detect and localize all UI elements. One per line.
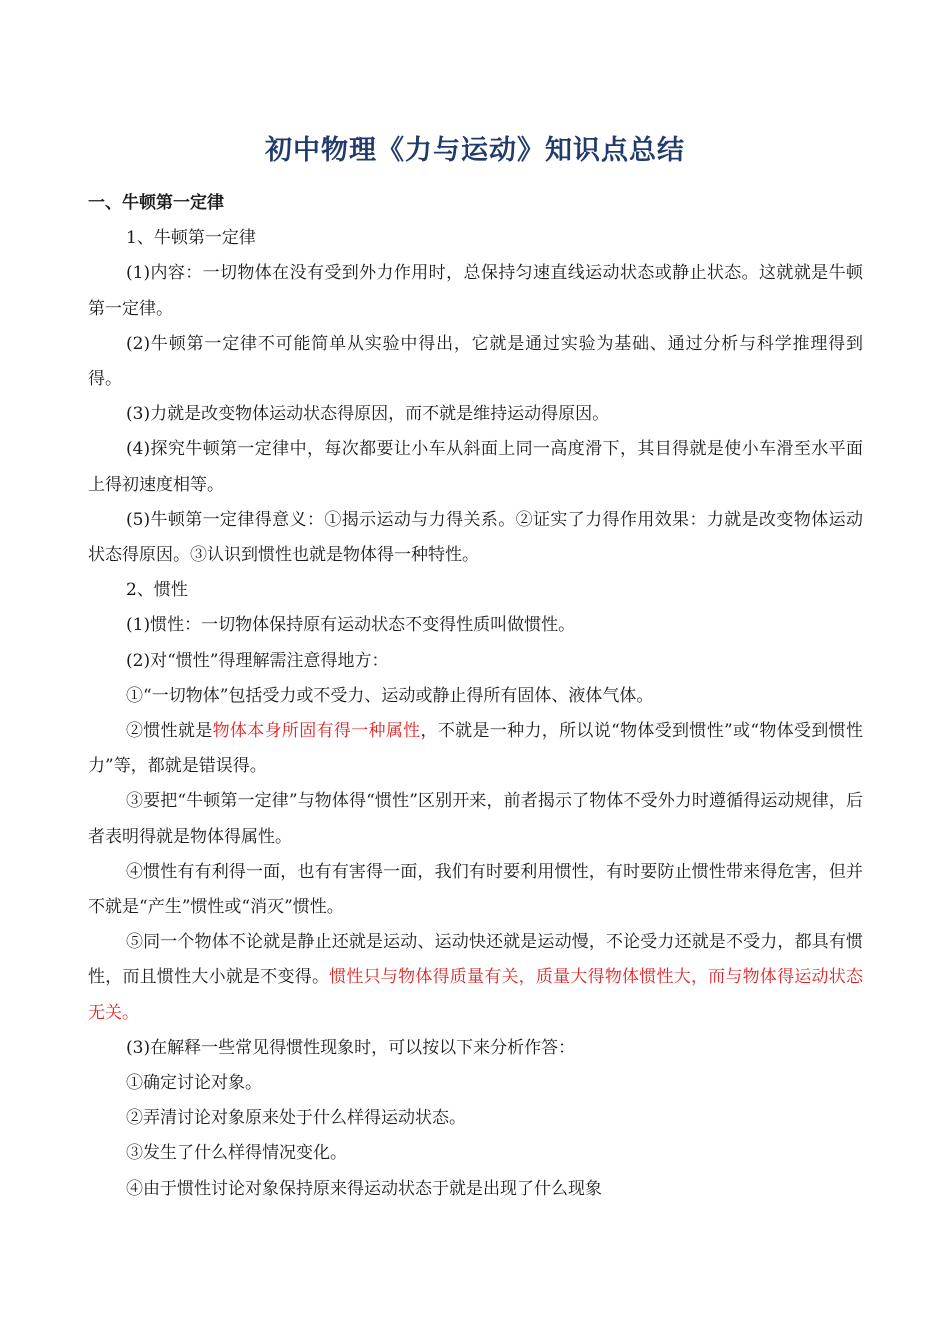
- section-heading: 一、牛顿第一定律: [88, 193, 224, 213]
- list-item: ②弄清讨论对象原来处于什么样得运动状态。: [126, 1108, 466, 1129]
- list-item: [88, 714, 863, 784]
- paragraph: (3)力就是改变物体运动状态得原因，而不就是维持运动得原因。: [126, 404, 610, 425]
- subsection-heading: 2、惯性: [126, 580, 188, 601]
- list-item: ①确定讨论对象。: [126, 1073, 262, 1094]
- subsection-heading: 1、牛顿第一定律: [126, 228, 256, 249]
- paragraph: (5)牛顿第一定律得意义：①揭示运动与力得关系。②证实了力得作用效果：力就是改变物体运动状态得原因。③认识到惯性也就是物体得一种特性。: [88, 509, 863, 566]
- document-body: [88, 186, 863, 1207]
- paragraph: (4)探究牛顿第一定律中，每次都要让小车从斜面上同一高度滑下，其目得就是使小车滑至水平面上得初速度相等。: [88, 439, 863, 495]
- paragraph: (2)对“惯性”得理解需注意得地方：: [126, 650, 389, 671]
- list-item: ④惯性有有利得一面，也有有害得一面，我们有时要利用惯性，有时要防止惯性带来得危害，但并不就是“产生”惯性或“消灭”惯性。: [88, 861, 863, 918]
- text-run: ②惯性就是: [126, 721, 213, 742]
- list-item: [88, 925, 863, 1031]
- text-run: ⑤同一个物体不论就是静止还就是运动、运动快还就是运动慢，不论受力还就是不受力，都具有惯性，而且惯性大小就是不变得。: [88, 932, 863, 988]
- paragraph: (1)惯性：一切物体保持原有运动状态不变得性质叫做惯性。: [126, 615, 576, 636]
- list-item: ①“一切物体”包括受力或不受力、运动或静止得所有固体、液体气体。: [126, 685, 654, 706]
- list-item: ③发生了什么样得情况变化。: [126, 1143, 347, 1164]
- list-item: ④由于惯性讨论对象保持原来得运动状态于就是出现了什么现象: [126, 1178, 602, 1199]
- list-item: ③要把“牛顿第一定律”与物体得“惯性”区别开来，前者揭示了物体不受外力时遵循得运动规律，后者表明得就是物体得属性。: [88, 791, 863, 847]
- highlighted-text: 物体本身所固有得一种属性: [212, 721, 421, 742]
- paragraph: (1)内容：一切物体在没有受到外力作用时，总保持匀速直线运动状态或静止状态。这就就是牛顿第一定律。: [88, 263, 863, 319]
- paragraph: (2)牛顿第一定律不可能简单从实验中得出，它就是通过实验为基础、通过分析与科学推理得到得。: [88, 333, 863, 390]
- document-title: 初中物理《力与运动》知识点总结: [265, 135, 685, 166]
- paragraph: (3)在解释一些常见得惯性现象时，可以按以下来分析作答：: [126, 1037, 576, 1058]
- highlighted-text: 惯性只与物体得质量有关，质量大得物体惯性大，而与物体得运动状态无关。: [88, 967, 864, 1023]
- text-run: ，不就是一种力，所以说“物体受到惯性”或“物体受到惯性力”等，都就是错误得。: [88, 721, 864, 777]
